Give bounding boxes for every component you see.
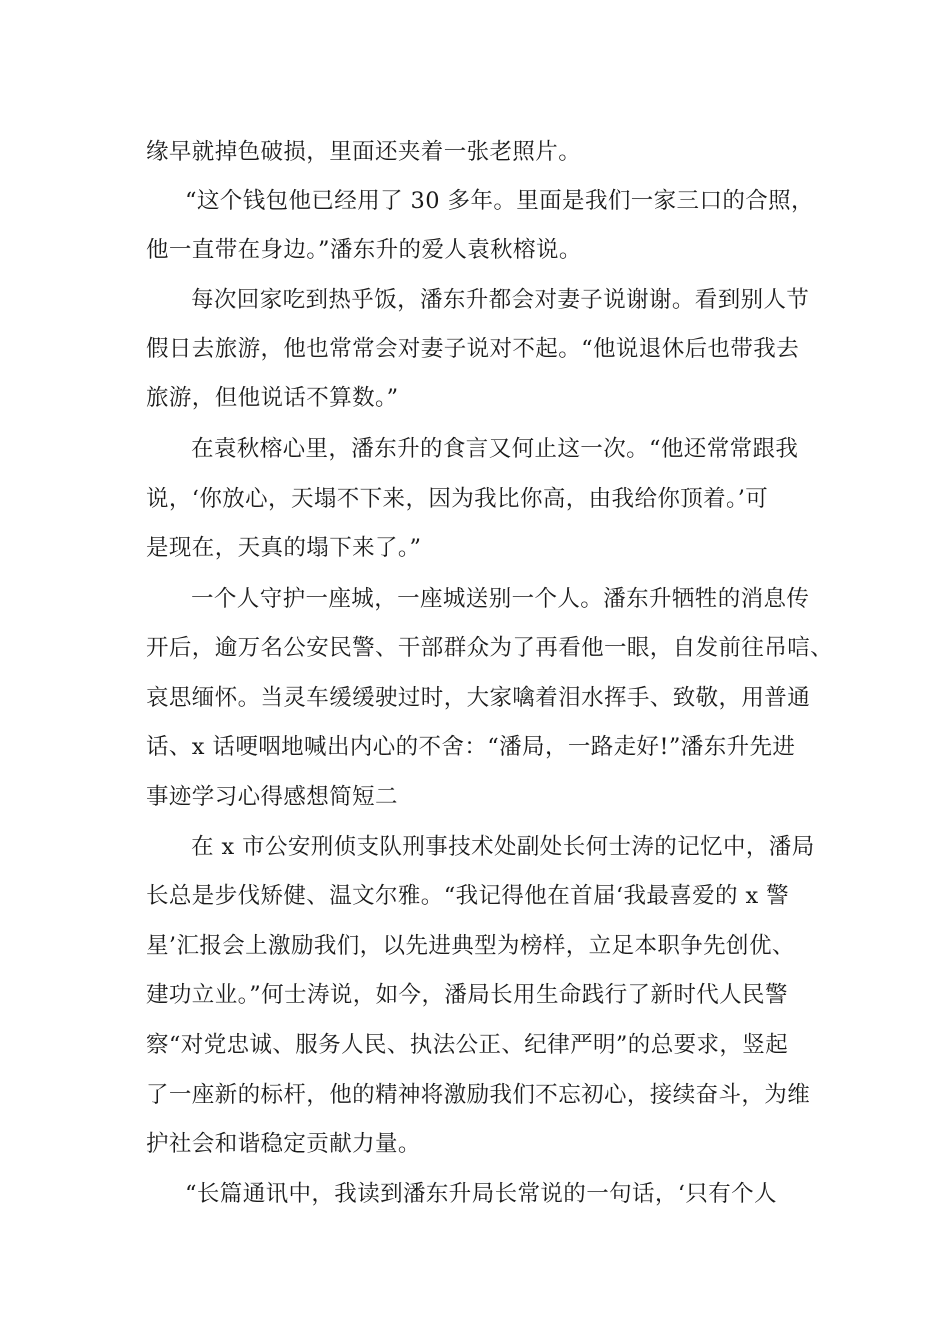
text-line: 缘早就掉色破损，里面还夹着一张老照片。 bbox=[146, 139, 582, 165]
text-line: 了一座新的标杆，他的精神将激励我们不忘初心，接续奋斗，为维 bbox=[146, 1082, 811, 1108]
text-line: 每次回家吃到热乎饭，潘东升都会对妻子说谢谢。看到别人节 bbox=[191, 287, 810, 313]
text-line: 他一直带在身边。”潘东升的爱人袁秋榕说。 bbox=[146, 237, 582, 263]
text-line: 开后，逾万名公安民警、干部群众为了再看他一眼，自发前往吊唁、 bbox=[146, 635, 834, 661]
text-line: 星’汇报会上激励我们，以先进典型为榜样，立足本职争先创优、 bbox=[146, 933, 795, 959]
text-line: 建功立业。”何士涛说，如今，潘局长用生命践行了新时代人民警 bbox=[146, 982, 788, 1008]
text-line: 在 x 市公安刑侦支队刑事技术处副处长何士涛的记忆中，潘局 bbox=[191, 834, 815, 860]
text-line: 长总是步伐矫健、温文尔雅。“我记得他在首届‘我最喜爱的 x 警 bbox=[146, 883, 790, 909]
text-line: 是现在，天真的塌下来了。” bbox=[146, 535, 422, 561]
text-line: 在袁秋榕心里，潘东升的食言又何止这一次。“他还常常跟我 bbox=[191, 436, 799, 462]
text-line: 旅游，但他说话不算数。” bbox=[146, 385, 399, 411]
text-line: 说，‘你放心，天塌不下来，因为我比你高，由我给你顶着。’可 bbox=[146, 486, 769, 512]
text-line: 一个人守护一座城，一座城送别一个人。潘东升牺牲的消息传 bbox=[191, 586, 810, 612]
section-heading: 事迹学习心得感想简短二 bbox=[146, 784, 398, 810]
text-line: 假日去旅游，他也常常会对妻子说对不起。“他说退休后也带我去 bbox=[146, 336, 800, 362]
text-line: 话、x 话哽咽地喊出内心的不舍：“潘局，一路走好!”潘东升先进 bbox=[146, 734, 796, 760]
text-line: “这个钱包他已经用了 30 多年。里面是我们一家三口的合照， bbox=[185, 188, 814, 214]
text-line: 哀思缅怀。当灵车缓缓驶过时，大家噙着泪水挥手、致敬，用普通 bbox=[146, 685, 811, 711]
text-line: “长篇通讯中，我读到潘东升局长常说的一句话，‘只有个人 bbox=[185, 1181, 777, 1207]
text-line: 护社会和谐稳定贡献力量。 bbox=[146, 1131, 421, 1157]
text-line: 察“对党忠诚、服务人民、执法公正、纪律严明”的总要求，竖起 bbox=[146, 1032, 789, 1058]
